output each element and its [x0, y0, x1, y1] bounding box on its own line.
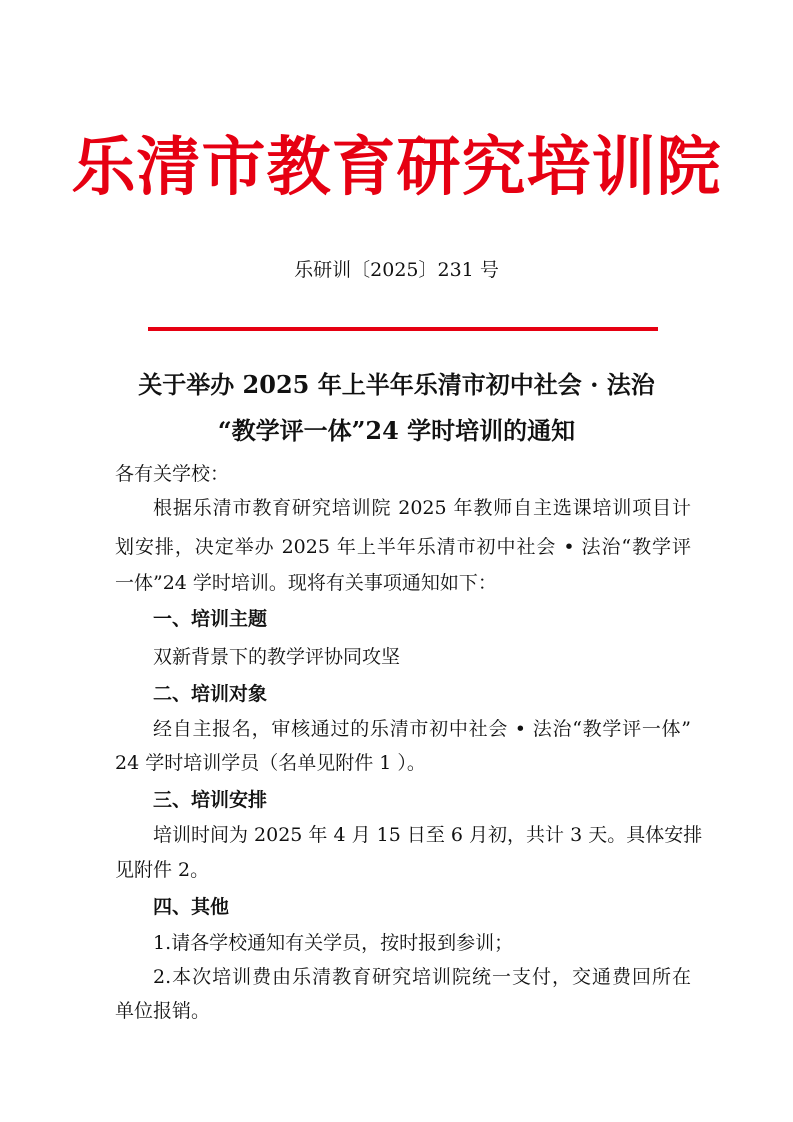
org-name-header: 乐清市教育研究培训院 [71, 130, 722, 205]
section-2-heading: 二、培训对象 [153, 683, 268, 705]
section-1-text: 双新背景下的教学评协同攻坚 [153, 646, 401, 668]
red-divider-rule [148, 327, 658, 331]
section-4-item-2-line-2: 单位报销。 [115, 1000, 211, 1022]
section-3-heading: 三、培训安排 [153, 789, 268, 811]
section-4-item-1: 1.请各学校通知有关学员，按时报到参训； [153, 932, 514, 954]
section-4-item-2-line-1: 2.本次培训费由乐清教育研究培训院统一支付，交通费回所在 [153, 966, 691, 988]
section-2-line-2: 24 学时培训学员（名单见附件 1 ）。 [115, 752, 426, 774]
section-4-heading: 四、其他 [153, 896, 230, 918]
notice-title-line-1: 关于举办 2025 年上半年乐清市初中社会 · 法治 [138, 370, 655, 399]
document-number: 乐研训〔2025〕231 号 [294, 259, 499, 281]
intro-paragraph-line-2: 划安排，决定举办 2025 年上半年乐清市初中社会 • 法治“教学评 [115, 536, 691, 558]
section-3-line-1: 培训时间为 2025 年 4 月 15 日至 6 月初，共计 3 天。具体安排 [153, 824, 703, 846]
section-3-line-2: 见附件 2。 [115, 859, 210, 881]
section-1-heading: 一、培训主题 [153, 608, 268, 630]
notice-title-line-2: “教学评一体”24 学时培训的通知 [217, 416, 576, 445]
intro-paragraph-line-1: 根据乐清市教育研究培训院 2025 年教师自主选课培训项目计 [153, 497, 691, 519]
intro-paragraph-line-3: 一体”24 学时培训。现将有关事项通知如下： [115, 572, 497, 594]
section-2-line-1: 经自主报名，审核通过的乐清市初中社会 • 法治“教学评一体” [153, 718, 691, 740]
salutation: 各有关学校： [115, 463, 230, 485]
